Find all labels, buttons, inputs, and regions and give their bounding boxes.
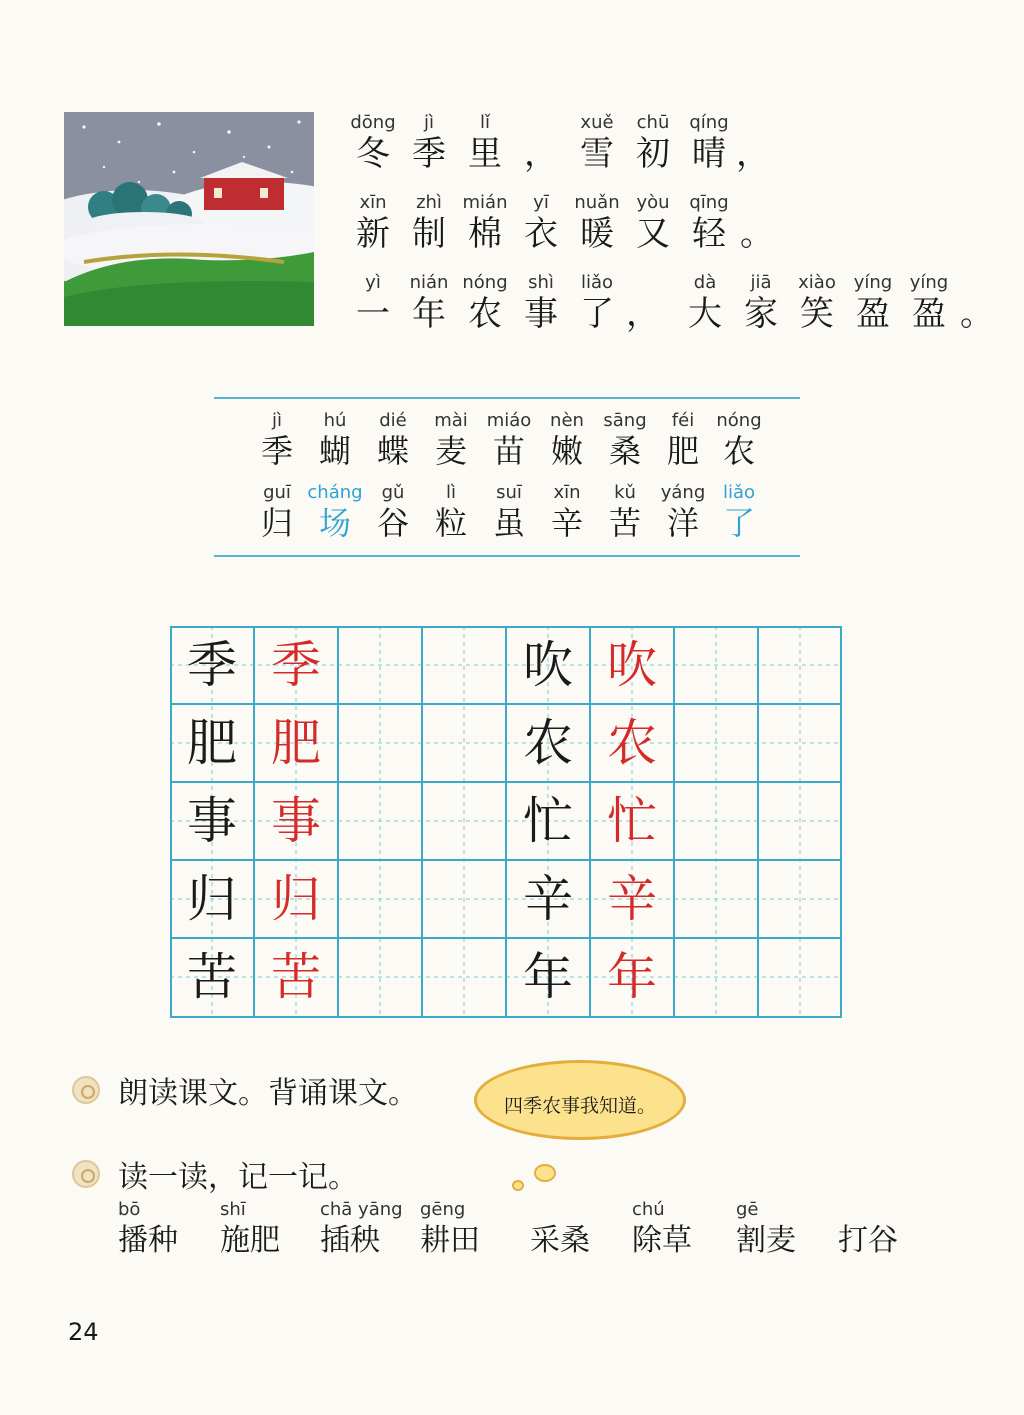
poem-char: shì 事 — [524, 272, 558, 334]
poem-char: xuě 雪 — [580, 112, 614, 174]
model-char: 农 — [523, 714, 573, 772]
word-item: gēng 耕田 — [420, 1199, 480, 1258]
vocab-char-highlight: cháng 场 — [307, 482, 363, 542]
word-item: 打谷 — [838, 1223, 898, 1258]
vocab-char: gǔ 谷 — [376, 482, 409, 542]
winter-illustration — [64, 112, 314, 326]
poem-punct: 。 — [740, 214, 774, 254]
word-item: shī 施肥 — [220, 1199, 280, 1258]
model-char: 肥 — [187, 714, 237, 772]
vocab-char: guī 归 — [260, 482, 293, 542]
poem-char: yòu 又 — [636, 192, 670, 254]
poem-char: yì 一 — [356, 272, 390, 334]
trace-char: 辛 — [607, 870, 657, 928]
poem-char: lǐ 里 — [468, 112, 502, 174]
poem-char: dà 大 — [688, 272, 722, 334]
vocab-char: nèn 嫩 — [550, 410, 584, 470]
page-number: 24 — [68, 1318, 99, 1346]
vocab-char-highlight: liǎo 了 — [722, 482, 756, 542]
poem-char: xīn 新 — [356, 192, 390, 254]
trace-char: 事 — [271, 792, 321, 850]
thought-bubble — [474, 1060, 686, 1140]
exercise-read-aloud: 朗读课文。背诵课文。 — [118, 1076, 418, 1111]
poem-char: qíng 晴 — [689, 112, 729, 174]
vocab-char: lì 粒 — [434, 482, 467, 542]
trace-char: 农 — [607, 714, 657, 772]
bubble-dot — [512, 1180, 524, 1191]
vocab-char: sāng 桑 — [603, 410, 647, 470]
word-item: bō 播种 — [118, 1199, 178, 1258]
poem-char: chū 初 — [636, 112, 670, 174]
word-item: chú 除草 — [632, 1199, 692, 1258]
poem-char: dōng 冬 — [350, 112, 396, 174]
poem-punct: ， — [524, 134, 558, 174]
vocab-char: suī 虽 — [492, 482, 525, 542]
bubble-text: 四季农事我知道。 — [503, 1095, 656, 1117]
trace-char: 忙 — [607, 792, 657, 850]
vocab-char: nóng 农 — [716, 410, 762, 470]
bubble-dot — [534, 1164, 556, 1182]
model-char: 年 — [523, 948, 573, 1006]
poem-char: nóng 农 — [462, 272, 508, 334]
vocab-bottom-rule — [214, 555, 800, 557]
vocab-char: miáo 苗 — [486, 410, 532, 470]
vocab-char: jì 季 — [260, 410, 293, 470]
poem-char: yíng 盈 — [909, 272, 949, 334]
trace-char: 肥 — [271, 714, 321, 772]
trace-char: 归 — [271, 870, 321, 928]
word-item: gē 割麦 — [736, 1199, 796, 1258]
model-char: 事 — [187, 792, 237, 850]
poem-char: zhì 制 — [412, 192, 446, 254]
model-char: 苦 — [187, 948, 237, 1006]
trace-char: 年 — [607, 948, 657, 1006]
poem-punct: ， — [626, 294, 660, 334]
poem-char: yíng 盈 — [853, 272, 893, 334]
vocab-char: yáng 洋 — [660, 482, 706, 542]
vocab-char: mài 麦 — [434, 410, 468, 470]
exercise-read-remember: 读一读，记一记。 — [118, 1160, 358, 1195]
vocab-char: hú 蝴 — [318, 410, 351, 470]
model-char: 忙 — [523, 792, 573, 850]
poem-char: mián 棉 — [462, 192, 508, 254]
poem-char: nián 年 — [409, 272, 449, 334]
poem-char: liǎo 了 — [580, 272, 614, 334]
word-item: 采桑 — [530, 1223, 590, 1258]
trace-char: 苦 — [271, 948, 321, 1006]
bullet-icon — [72, 1160, 100, 1188]
poem-punct: 。 — [960, 294, 994, 334]
poem-char: xiào 笑 — [798, 272, 836, 334]
trace-char: 季 — [271, 636, 321, 694]
model-char: 吹 — [523, 636, 573, 694]
poem-char: nuǎn 暖 — [574, 192, 620, 254]
bullet-icon — [72, 1076, 100, 1104]
word-item: chā yāng 插秧 — [320, 1199, 403, 1258]
vocab-top-rule — [214, 397, 800, 399]
poem-char: jì 季 — [412, 112, 446, 174]
poem-char: jiā 家 — [744, 272, 778, 334]
poem-char: qīng 轻 — [689, 192, 729, 254]
trace-char: 吹 — [607, 636, 657, 694]
vocab-char: dié 蝶 — [376, 410, 409, 470]
poem-punct: ， — [736, 134, 770, 174]
model-char: 辛 — [523, 870, 573, 928]
poem-char: yī 衣 — [524, 192, 558, 254]
vocab-char: kǔ 苦 — [608, 482, 641, 542]
model-char: 归 — [187, 870, 237, 928]
model-char: 季 — [187, 636, 237, 694]
vocab-char: féi 肥 — [666, 410, 699, 470]
vocab-char: xīn 辛 — [550, 482, 583, 542]
